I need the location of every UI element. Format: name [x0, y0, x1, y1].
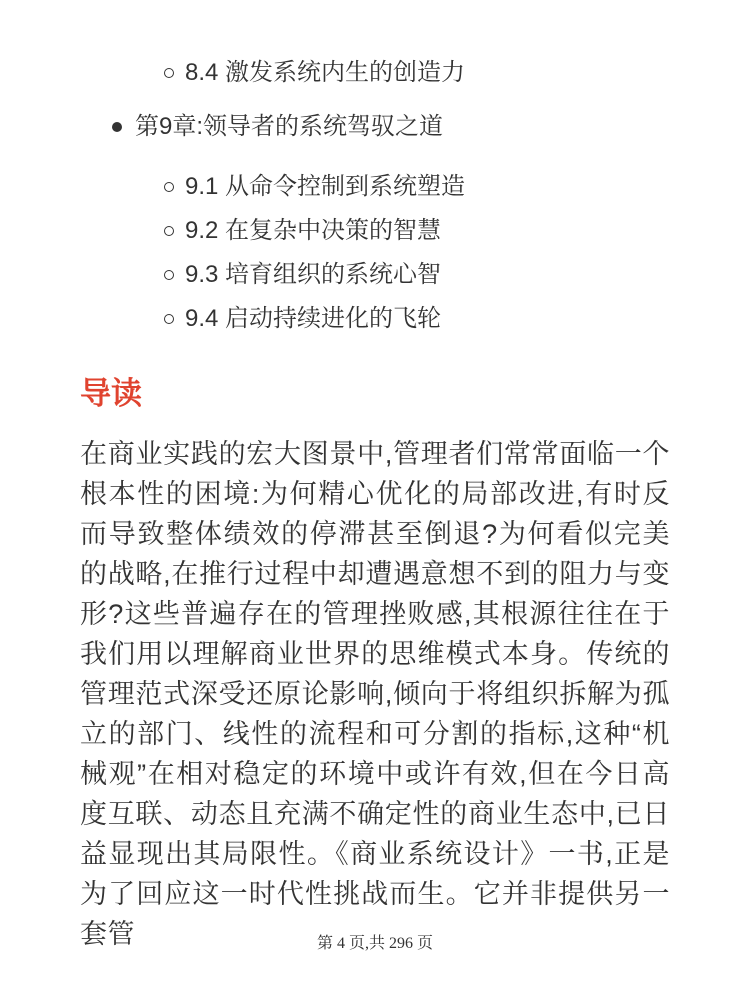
- table-of-contents: [80, 57, 670, 334]
- hollow-circle-bullet-icon: [164, 226, 174, 236]
- toc-item-label: 9.2 在复杂中决策的智慧: [185, 217, 442, 244]
- page-indicator: 第 4 页,共 296 页: [316, 935, 433, 952]
- filled-disc-bullet-icon: [112, 122, 122, 132]
- toc-item-label: 9.1 从命令控制到系统塑造: [185, 173, 466, 200]
- hollow-circle-bullet-icon: [164, 182, 174, 192]
- toc-item-9-1: [80, 171, 670, 202]
- toc-item-9-4: [80, 303, 670, 334]
- hollow-circle-bullet-icon: [164, 270, 174, 280]
- section-title: 导读: [80, 376, 142, 411]
- toc-item-chapter-9: [80, 111, 670, 142]
- hollow-circle-bullet-icon: [164, 314, 174, 324]
- toc-item-9-2: [80, 215, 670, 246]
- toc-item-label: 9.3 培育组织的系统心智: [185, 261, 442, 288]
- page-footer: [0, 934, 750, 954]
- toc-item-8-4: [80, 57, 670, 88]
- toc-item-label: 第9章:领导者的系统驾驭之道: [135, 113, 444, 140]
- body-paragraph: 在商业实践的宏大图景中,管理者们常常面临一个根本性的困境:为何精心优化的局部改进,有时反而导致整体绩效的停滞甚至倒退?为何看似完美的战略,在推行过程中却遭遇意想不到的阻力与变形?这些普遍存在的管理挫败感,其根源往往在于我们用以理解商业世界的思维模式本身。传统的管理范式深受还原论影响,倾向于将组织拆解为孤立的部门、线性的流程和可分割的指标,这种“机械观”在相对稳定的环境中或许有效,但在今日高度互联、动态且充满不确定性的商业生态中,已日益显现出其局限性。《商业系统设计》一书,正是为了回应这一时代性挑战而生。它并非提供另一套管: [80, 439, 670, 949]
- toc-item-9-3: [80, 259, 670, 290]
- toc-item-label: 9.4 启动持续进化的飞轮: [185, 305, 442, 332]
- toc-item-label: 8.4 激发系统内生的创造力: [185, 59, 466, 86]
- hollow-circle-bullet-icon: [164, 68, 174, 78]
